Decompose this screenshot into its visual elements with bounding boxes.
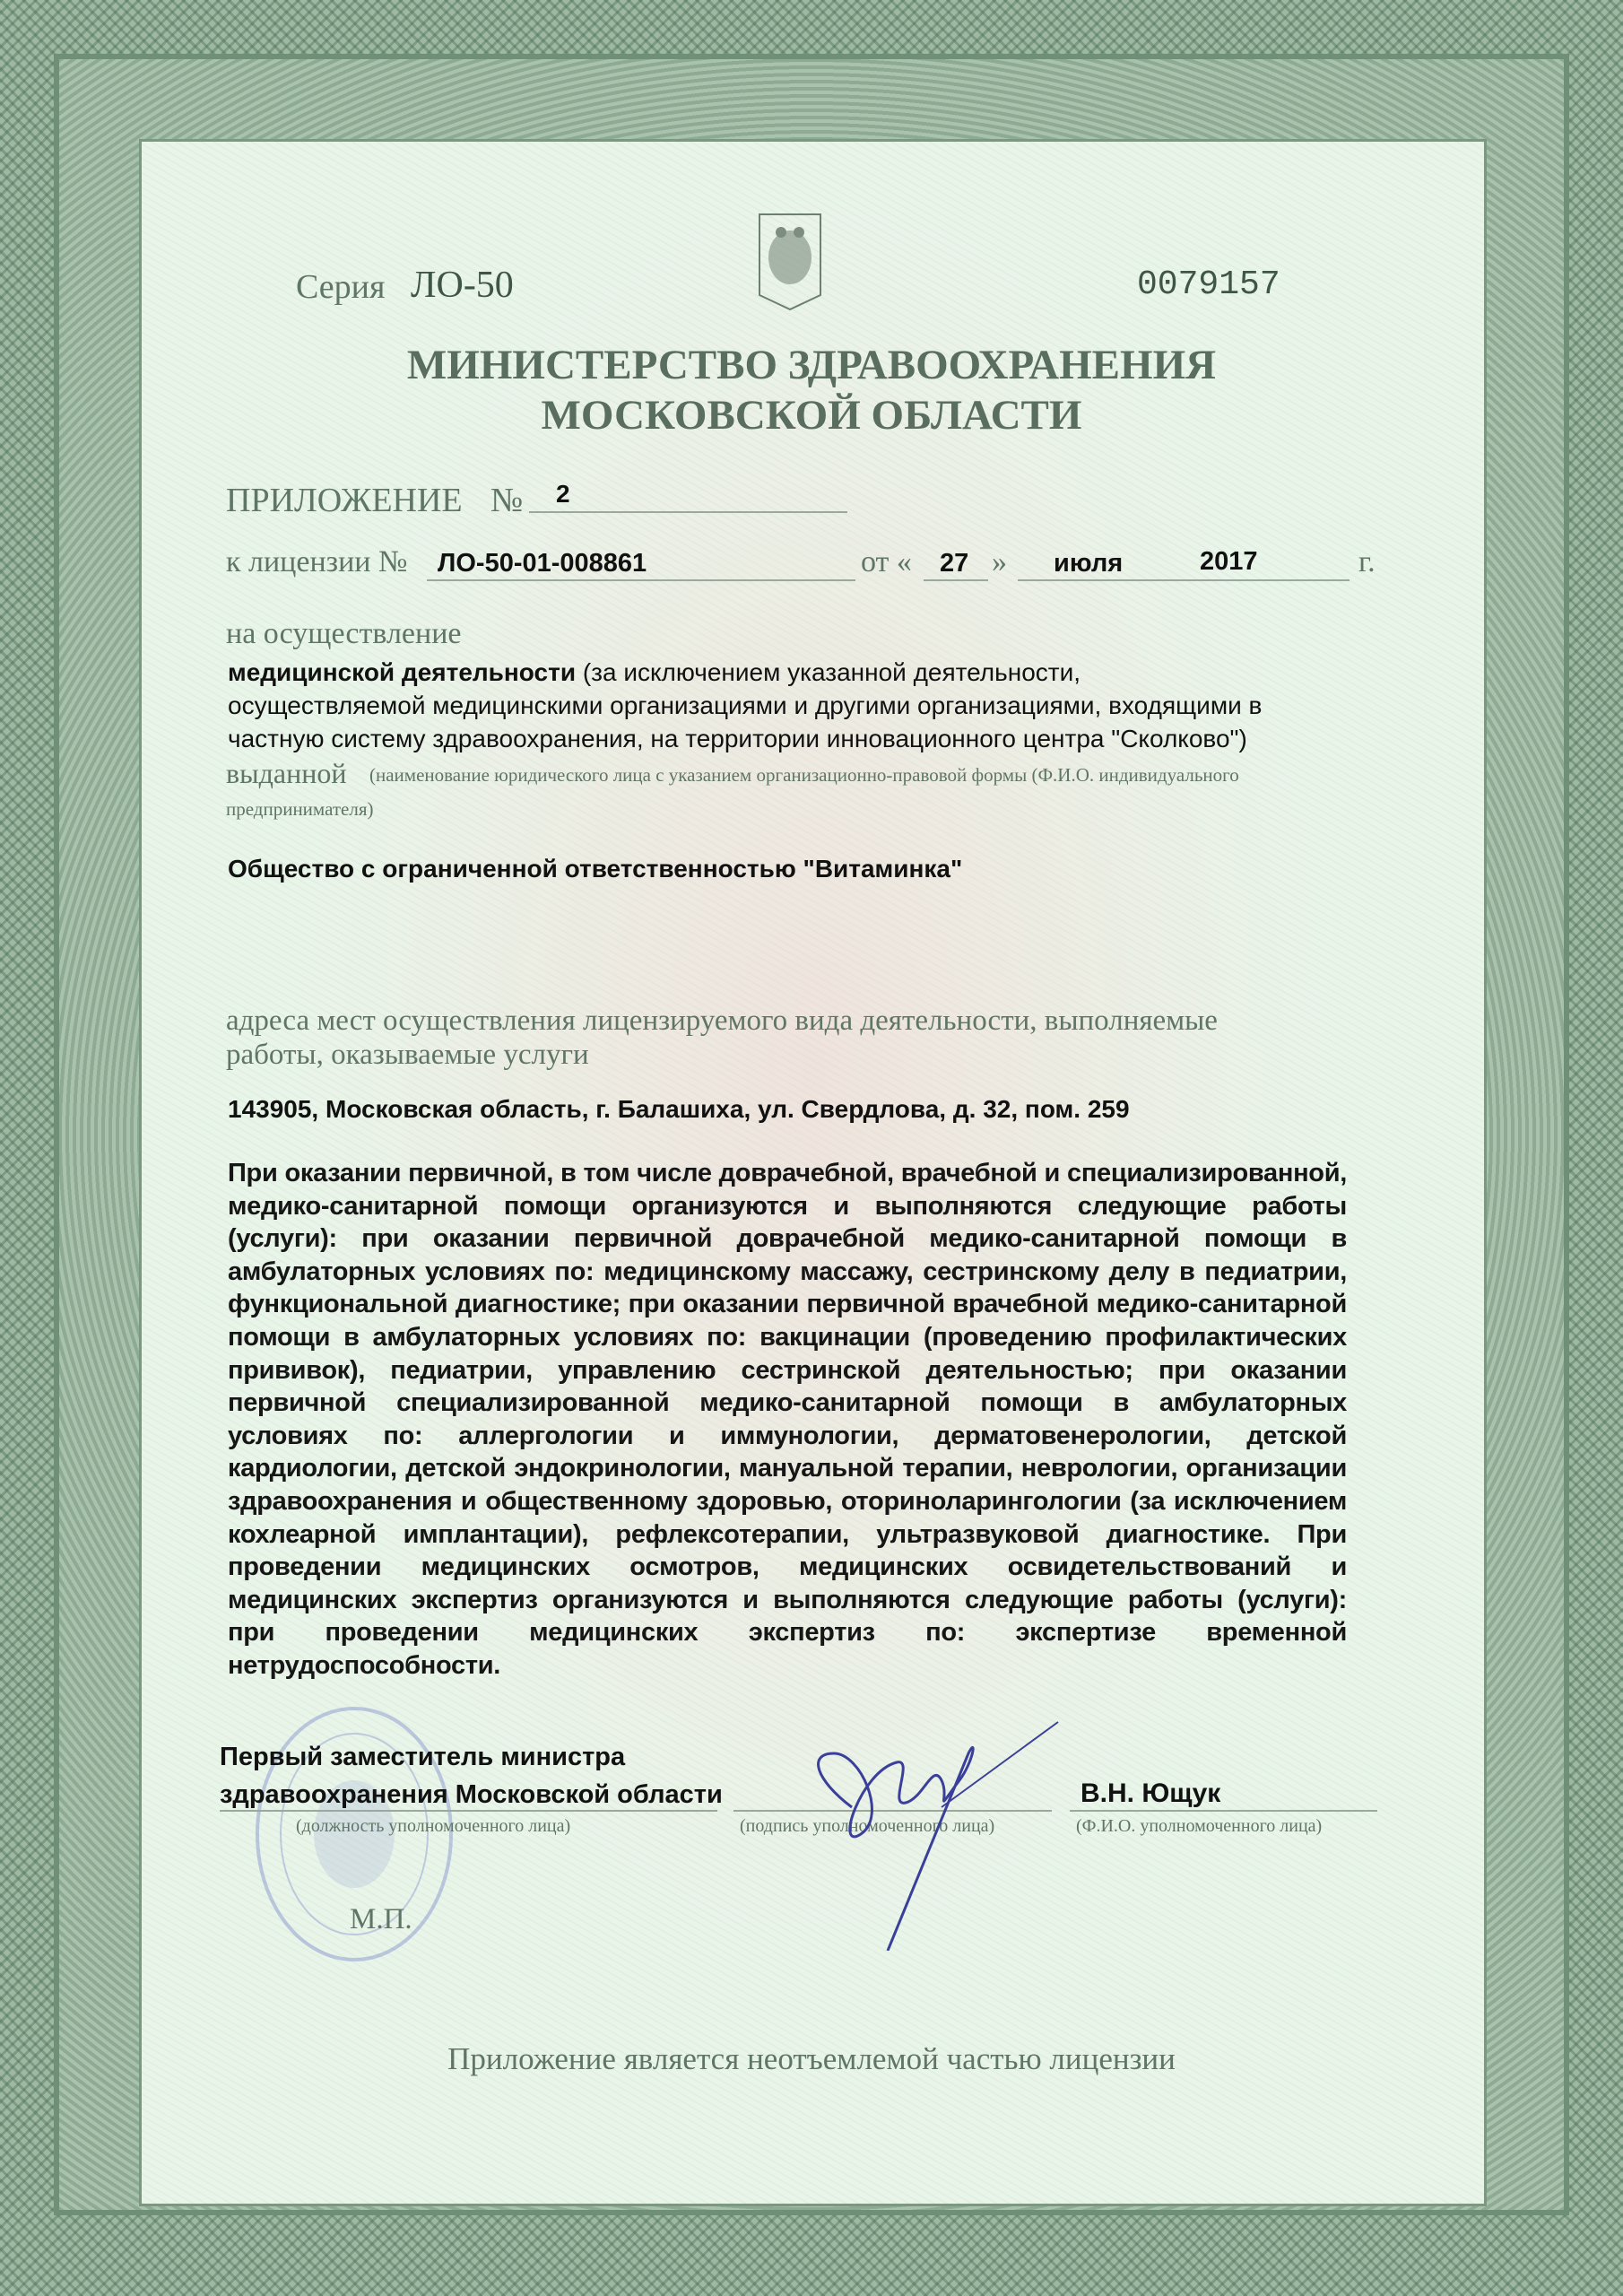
address: 143905, Московская область, г. Балашиха, ул. Свердлова, д. 32, пом. 259 (228, 1095, 1130, 1123)
license-number: ЛО-50-01-008861 (438, 549, 647, 578)
ministry-title-line1: МИНИСТЕРСТВО ЗДРАВООХРАНЕНИЯ (406, 342, 1217, 388)
position-hint: (должность уполномоченного лица) (296, 1816, 571, 1836)
date-from-label: от « (861, 545, 912, 578)
issued-label: выданной (226, 757, 347, 789)
form-number: 0079157 (1137, 265, 1280, 304)
license-year: 2017 (1200, 547, 1258, 576)
appendix-no-sign: № (490, 482, 524, 519)
activity-line3: частную систему здравоохранения, на территории инновационного центра "Сколково") (228, 725, 1247, 752)
series-label: Серия (296, 268, 386, 306)
appendix-number: 2 (556, 480, 570, 508)
year-suffix: г. (1358, 545, 1376, 578)
coat-of-arms-icon (758, 213, 822, 311)
signer-name: В.Н. Ющук (1081, 1779, 1221, 1808)
date-quote-close: » (992, 545, 1007, 578)
appendix-label: ПРИЛОЖЕНИЕ (226, 482, 463, 519)
issued-hint-line1: (наименование юридического лица с указанием организационно-правовой формы (Ф.И.О. индивидуального (369, 764, 1239, 786)
signer-position-line2: здравоохранения Московской области (220, 1780, 723, 1809)
activity-label: на осуществление (226, 617, 462, 650)
organization-name: Общество с ограниченной ответственностью "Витаминка" (228, 855, 963, 883)
license-month: июля (1054, 549, 1124, 578)
services-paragraph: При оказании первичной, в том числе доврачебной, врачебной и специализированной, медико-санитарной помощи организуются и выполняются следующие работы (услуги): при оказании первичной доврачебной медико-санитарной помощи в амбулаторных условиях по: медицинскому массажу, сестринскому делу в педиатрии, функциональной диагностике; при оказании первичной врачебной медико-санитарной помощи в амбулаторных условиях по: вакцинации (проведению профилактических прививок), педиатрии, управлению сестринской деятельностью; при оказании первичной специализированной медико-санитарной помощи в амбулаторных условиях по: аллергологии и иммунологии, дерматовенерологии, детской кардиологии, детской эндокринологии, мануальной терапии, неврологии, организации здравоохранения и общественному здоровью, оториноларингологии (за исключением кохлеарной имплантации), рефлексотерапии, ультразвуковой диагностике. При проведении медицинских осмотров, медицинских освидетельствований и медицинских экспертиз организуются и выполняются следующие работы (услуги): при проведении медицинских экспертиз по: экспертизе временной нетрудоспособности. (228, 1159, 1347, 1680)
activity-type: медицинской деятельности (228, 658, 577, 686)
signature-hint: (подпись уполномоченного лица) (740, 1816, 995, 1836)
seal-place-label: М.П. (350, 1903, 412, 1935)
handwritten-signature (807, 1718, 1076, 1951)
license-day: 27 (940, 549, 969, 578)
addresses-label-line1: адреса мест осуществления лицензируемого вида деятельности, выполняемые (226, 1004, 1218, 1037)
series-value: ЛО-50 (411, 265, 514, 306)
license-label: к лицензии № (226, 545, 408, 578)
activity-line1: (за исключением указанной деятельности, (576, 658, 1081, 686)
issued-hint-line2: предпринимателя) (226, 798, 374, 820)
addresses-label-line2: работы, оказываемые услуги (226, 1039, 589, 1071)
name-hint: (Ф.И.О. уполномоченного лица) (1076, 1816, 1323, 1836)
activity-line2: осуществляемой медицинскими организациями и другими организациями, входящими в (228, 691, 1263, 719)
ministry-title-line2: МОСКОВСКОЙ ОБЛАСТИ (541, 392, 1082, 439)
footer-note: Приложение является неотъемлемой частью лицензии (447, 2041, 1176, 2076)
signer-position-line1: Первый заместитель министра (220, 1743, 626, 1771)
